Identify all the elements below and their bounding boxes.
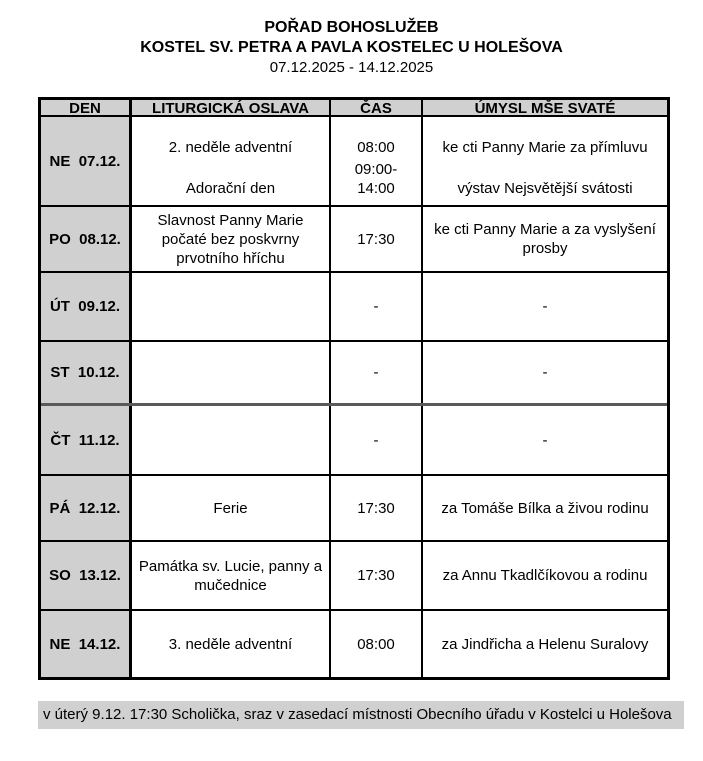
day-cell: PO 08.12. bbox=[41, 207, 129, 271]
day-cell: SO 13.12. bbox=[41, 542, 129, 609]
time-cell bbox=[329, 342, 421, 403]
intention-entry: za Annu Tkadlčíkovou a rodinu bbox=[442, 567, 648, 584]
time-cell bbox=[329, 542, 421, 609]
celebration-cell bbox=[129, 611, 329, 677]
intention-cell bbox=[421, 273, 667, 340]
day-cell: ČT 11.12. bbox=[41, 406, 129, 474]
time-cell bbox=[329, 611, 421, 677]
table-body bbox=[41, 117, 667, 677]
day-cell: NE 07.12. bbox=[41, 117, 129, 205]
time-entry: 17:30 bbox=[357, 567, 395, 584]
time-entry: 08:00 bbox=[357, 139, 395, 156]
table-row bbox=[41, 406, 667, 476]
intention-cell bbox=[421, 117, 667, 205]
celebration-cell bbox=[129, 406, 329, 474]
time-entry: - bbox=[373, 298, 379, 315]
celebration-entry: Slavnost Panny Marie počaté bez poskvrny prvotního hříchu bbox=[157, 211, 304, 267]
title-block bbox=[0, 18, 703, 78]
intention-cell bbox=[421, 611, 667, 677]
intention-cell bbox=[421, 207, 667, 271]
footnote: v úterý 9.12. 17:30 Scholička, sraz v zasedací místnosti Obecního úřadu v Kostelci u Holešova bbox=[38, 701, 684, 729]
celebration-cell bbox=[129, 117, 329, 205]
table-row bbox=[41, 611, 667, 677]
header-time: ČAS bbox=[329, 100, 421, 117]
celebration-entry: Ferie bbox=[213, 499, 248, 517]
time-cell bbox=[329, 476, 421, 540]
intention-entry: ke cti Panny Marie a za vyslyšení prosby bbox=[434, 221, 656, 257]
intention-entry: výstav Nejsvětější svátosti bbox=[457, 180, 633, 197]
celebration-entry: Památka sv. Lucie, panny a mučednice bbox=[138, 557, 323, 594]
time-entry: 17:30 bbox=[357, 499, 395, 517]
page-title: POŘAD BOHOSLUŽEB bbox=[264, 19, 439, 36]
time-cell bbox=[329, 117, 421, 205]
table-row bbox=[41, 273, 667, 342]
day-cell: NE 14.12. bbox=[41, 611, 129, 677]
table-row bbox=[41, 117, 667, 207]
church-name: KOSTEL SV. PETRA A PAVLA KOSTELEC U HOLEŠOVA bbox=[140, 39, 563, 56]
time-entry: - bbox=[373, 431, 379, 449]
intention-cell bbox=[421, 406, 667, 474]
celebration-cell bbox=[129, 207, 329, 271]
intention-cell bbox=[421, 542, 667, 609]
intention-entry: za Jindřicha a Helenu Suralovy bbox=[441, 635, 649, 653]
time-entry: 08:00 bbox=[357, 635, 395, 653]
intention-cell bbox=[421, 342, 667, 403]
intention-entry: ke cti Panny Marie za přímluvu bbox=[442, 139, 648, 156]
celebration-cell bbox=[129, 542, 329, 609]
header-mass-intention: ÚMYSL MŠE SVATÉ bbox=[421, 100, 667, 117]
time-cell bbox=[329, 273, 421, 340]
table-header-row bbox=[41, 100, 667, 117]
time-entry: - bbox=[373, 364, 379, 381]
table-row bbox=[41, 542, 667, 611]
celebration-entry: 2. neděle adventní bbox=[168, 139, 293, 156]
header-liturgical-celebration: LITURGICKÁ OSLAVA bbox=[129, 100, 329, 117]
table-row bbox=[41, 342, 667, 406]
header-day: DEN bbox=[69, 100, 101, 117]
intention-cell bbox=[421, 476, 667, 540]
celebration-cell bbox=[129, 273, 329, 340]
time-cell bbox=[329, 406, 421, 474]
table-row bbox=[41, 207, 667, 273]
intention-entry: - bbox=[542, 298, 548, 315]
celebration-cell bbox=[129, 476, 329, 540]
intention-entry: za Tomáše Bílka a živou rodinu bbox=[441, 499, 649, 517]
celebration-cell bbox=[129, 342, 329, 403]
date-range: 07.12.2025 - 14.12.2025 bbox=[269, 59, 434, 76]
day-cell: PÁ 12.12. bbox=[41, 476, 129, 540]
time-entry: 09:00-14:00 bbox=[354, 161, 398, 197]
day-cell: ÚT 09.12. bbox=[41, 273, 129, 340]
celebration-entry: 3. neděle adventní bbox=[168, 635, 293, 653]
time-entry: 17:30 bbox=[357, 230, 395, 248]
day-cell: ST 10.12. bbox=[41, 342, 129, 403]
time-cell bbox=[329, 207, 421, 271]
schedule-table bbox=[38, 97, 670, 680]
intention-entry: - bbox=[542, 364, 548, 381]
celebration-entry: Adorační den bbox=[185, 180, 276, 197]
intention-entry: - bbox=[542, 431, 548, 449]
table-row bbox=[41, 476, 667, 542]
